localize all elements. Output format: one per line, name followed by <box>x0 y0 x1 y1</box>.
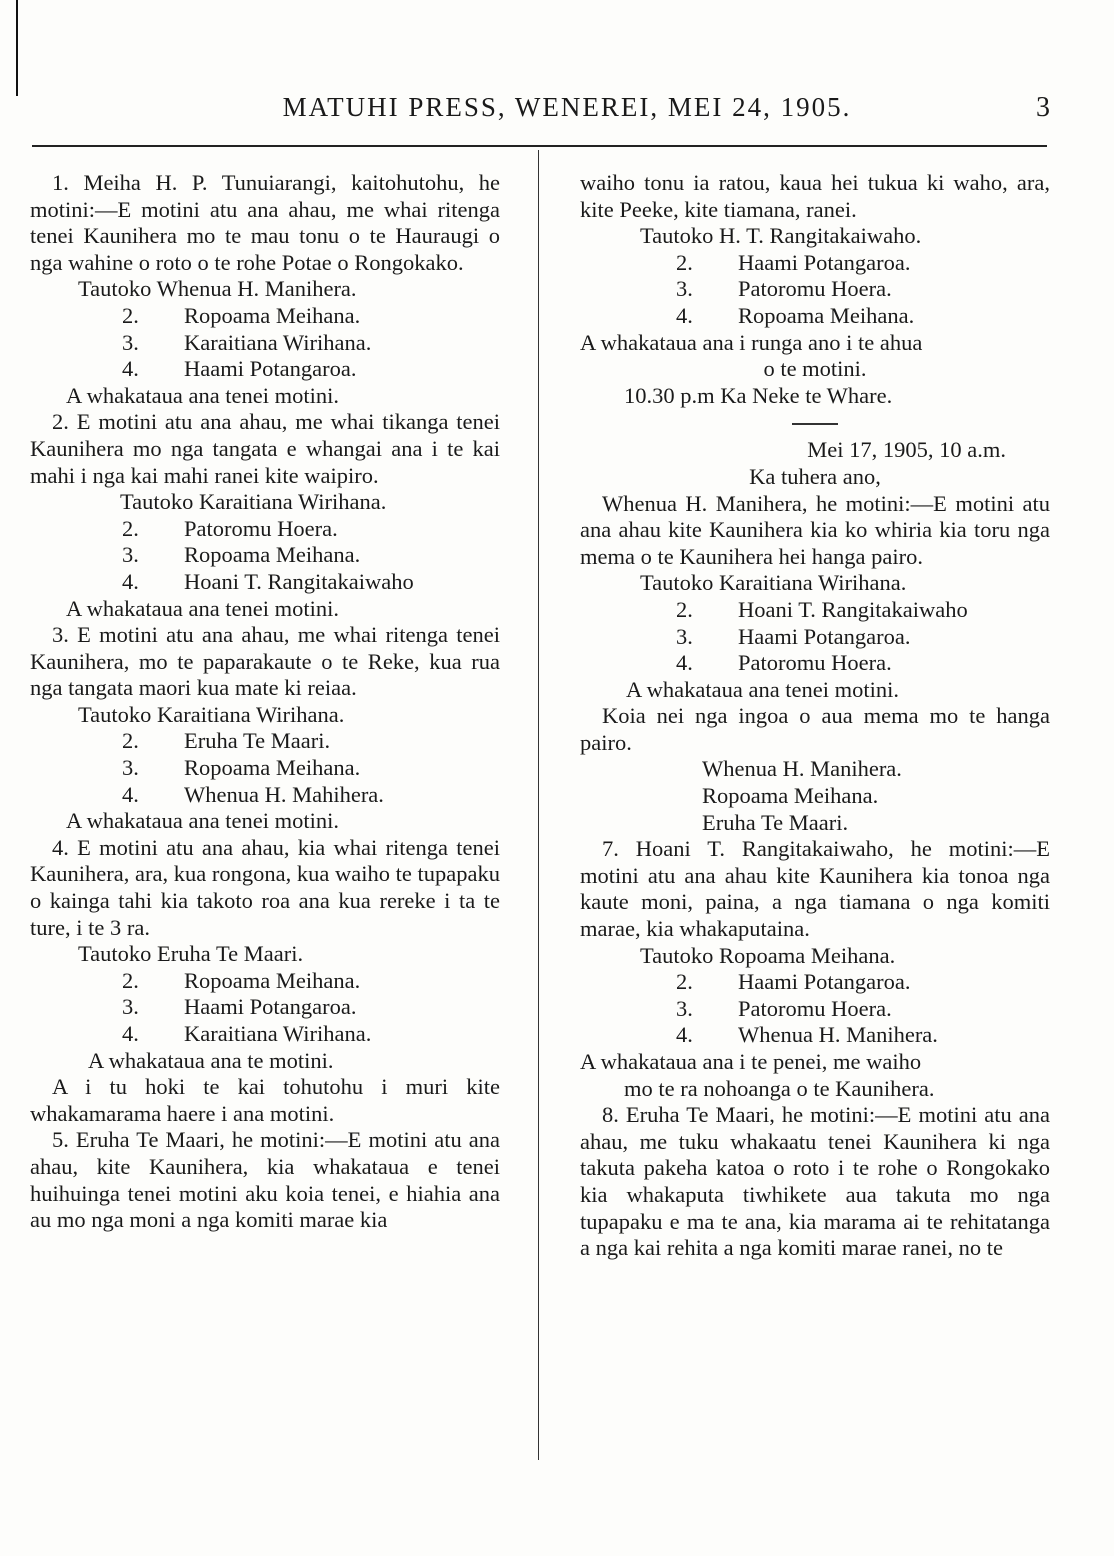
supporter-name: Ropoama Meihana. <box>184 542 361 568</box>
seconder-line: Tautoko Whenua H. Manihera. <box>78 276 357 302</box>
supporter-line <box>122 303 500 330</box>
supporter-number: 4. <box>676 650 693 676</box>
resolution-line: A whakataua ana i runga ano i te ahua <box>580 329 923 355</box>
supporter-line <box>122 755 500 782</box>
motion-paragraph: 8. Eruha Te Maari, he motini:—E motini atu ana ahau, me tuku whakaatu tenei Kaunihera ki nga takuta pakeha katoa o roto i te rohe o Rongokako kia whakaputa tiwhikete aua takuta mo nga tupapaku e ma te ana, kia marama ai te rehitatanga a nga kai rehita a nga komiti marae ranei, no te <box>580 1102 1050 1261</box>
motion-paragraph: 3. E motini atu ana ahau, me whai ritenga tenei Kaunihera, mo te paparakaute o te Reke, kua rua nga tangata maori kua mate ki reiaa. <box>30 622 500 701</box>
right-column <box>580 170 1050 1262</box>
page-header <box>0 92 1114 132</box>
resolution-line: A whakataua ana te motini. <box>88 1047 334 1073</box>
supporter-line <box>676 996 1050 1023</box>
supporter-line <box>122 542 500 569</box>
supporter-name: Whenua H. Mahihera. <box>184 781 384 807</box>
supporter-line <box>122 968 500 995</box>
supporter-name: Eruha Te Maari. <box>184 728 331 754</box>
resolution-line: A whakataua ana tenei motini. <box>66 382 340 408</box>
margin-edge-mark <box>16 0 18 96</box>
supporter-name: Karaitiana Wirihana. <box>184 1021 372 1046</box>
supporter-number: 2. <box>676 969 693 995</box>
supporter-line <box>122 782 500 809</box>
supporter-name: Haami Potangaroa. <box>738 623 911 649</box>
supporter-line <box>122 516 500 543</box>
supporter-line <box>676 1022 1050 1049</box>
resolution-line: A whakataua ana i te penei, me waiho <box>580 1049 922 1074</box>
supporter-name: Ropoama Meihana. <box>184 755 361 781</box>
supporter-name: Patoromu Hoera. <box>738 995 892 1021</box>
seconder-line: Tautoko Karaitiana Wirihana. <box>78 701 345 727</box>
page-number: 3 <box>1036 92 1050 123</box>
section-divider <box>792 423 838 425</box>
supporter-line <box>122 728 500 755</box>
supporter-number: 3. <box>122 994 139 1020</box>
supporter-number: 4. <box>122 568 139 594</box>
supporter-number: 3. <box>122 542 139 568</box>
supporter-number: 2. <box>122 302 139 328</box>
supporter-name: Patoromu Hoera. <box>184 515 338 541</box>
supporter-line <box>676 624 1050 651</box>
names-intro-paragraph: Koia nei nga ingoa o aua mema mo te hanga pairo. <box>580 703 1050 755</box>
seconder-line: Tautoko Karaitiana Wirihana. <box>120 489 387 515</box>
motion-paragraph: 4. E motini atu ana ahau, kia whai ritenga tenei Kaunihera, ara, kua rongona, kua waiho te tupapaku o kainga tahi kia takoto roa ana kua rereke i ta te ture, i te 3 ra. <box>30 834 500 940</box>
member-name: Eruha Te Maari. <box>702 809 849 835</box>
supporter-line <box>676 650 1050 677</box>
supporter-name: Ropoama Meihana. <box>184 967 361 993</box>
supporter-number: 4. <box>676 1022 693 1048</box>
supporter-number: 3. <box>676 276 693 302</box>
supporter-number: 2. <box>122 967 139 993</box>
motion-paragraph: 5. Eruha Te Maari, he motini:—E motini atu ana ahau, kite Kaunihera, kia whakataua e tenei huihuinga tenei motini aku koia tenei, e hiahia ana au mo nga moni a nga komiti marae kia <box>30 1127 500 1233</box>
newspaper-title: MATUHI PRESS, WENEREI, MEI 24, 1905. <box>282 92 852 122</box>
seconder-line: Tautoko Ropoama Meihana. <box>640 942 896 968</box>
date-line: Mei 17, 1905, 10 a.m. <box>807 437 1006 463</box>
supporter-name: Patoromu Hoera. <box>738 276 892 302</box>
supporter-line <box>122 994 500 1021</box>
left-column <box>30 170 500 1234</box>
resolution-line-continued: mo te ra nohoanga o te Kaunihera. <box>624 1075 935 1101</box>
adjournment-line: 10.30 p.m Ka Neke te Whare. <box>624 382 893 408</box>
column-divider <box>538 150 539 1460</box>
supporter-number: 4. <box>122 356 139 382</box>
supporter-line <box>122 569 500 596</box>
supporter-number: 3. <box>122 755 139 781</box>
supporter-name: Patoromu Hoera. <box>738 650 892 676</box>
supporter-number: 4. <box>122 781 139 807</box>
supporter-number: 2. <box>122 515 139 541</box>
supporter-number: 3. <box>676 995 693 1021</box>
note-paragraph: A i tu hoki te kai tohutohu i muri kite whakamarama haere i ana motini. <box>30 1074 500 1126</box>
supporter-number: 4. <box>676 302 693 328</box>
supporter-number: 2. <box>122 728 139 754</box>
supporter-name: Haami Potangaroa. <box>738 249 911 275</box>
supporter-number: 2. <box>676 249 693 275</box>
supporter-name: Hoani T. Rangitakaiwaho <box>738 596 968 622</box>
resolution-line-continued: o te motini. <box>763 356 867 382</box>
continued-paragraph: waiho tonu ia ratou, kaua hei tukua ki waho, ara, kite Peeke, kite tiamana, ranei. <box>580 170 1050 222</box>
member-name: Whenua H. Manihera. <box>702 756 902 782</box>
supporter-line <box>122 1021 500 1048</box>
supporter-number: 4. <box>122 1021 139 1046</box>
motion-paragraph: 7. Hoani T. Rangitakaiwaho, he motini:—E motini atu ana ahau kite Kaunihera kia tonoa nga kaute moni, paina, a nga tiamana o nga komiti marae, kia whakaputaina. <box>580 836 1050 942</box>
resolution-line: A whakataua ana tenei motini. <box>626 676 900 702</box>
seconder-line: Tautoko H. T. Rangitakaiwaho. <box>640 223 922 249</box>
supporter-line <box>122 356 500 383</box>
resolution-line: A whakataua ana tenei motini. <box>66 808 340 834</box>
seconder-line: Tautoko Karaitiana Wirihana. <box>640 570 907 596</box>
supporter-line <box>676 969 1050 996</box>
member-name: Ropoama Meihana. <box>702 783 879 809</box>
supporter-line <box>676 250 1050 277</box>
reopened-line: Ka tuhera ano, <box>749 463 881 489</box>
supporter-name: Whenua H. Manihera. <box>738 1022 938 1048</box>
supporter-name: Ropoama Meihana. <box>184 302 361 328</box>
motion-paragraph: 1. Meiha H. P. Tunuiarangi, kaitohutohu, he motini:—E motini atu ana ahau, me whai ritenga tenei Kaunihera mo te mau tonu o te Hauraugi o nga wahine o roto o te rohe Potae o Rongokako. <box>30 170 500 275</box>
supporter-name: Haami Potangaroa. <box>184 356 357 382</box>
supporter-name: Karaitiana Wirihana. <box>184 329 372 355</box>
supporter-number: 2. <box>676 596 693 622</box>
supporter-line <box>676 303 1050 330</box>
seconder-line: Tautoko Eruha Te Maari. <box>78 941 304 967</box>
supporter-name: Haami Potangaroa. <box>738 969 911 995</box>
motion-paragraph: 2. E motini atu ana ahau, me whai tikanga tenei Kaunihera mo nga tangata e whangai ana i te kai mahi i nga kai mahi ranei kite waipiro. <box>30 409 500 488</box>
supporter-name: Haami Potangaroa. <box>184 994 357 1020</box>
supporter-line <box>122 330 500 357</box>
supporter-line <box>676 276 1050 303</box>
supporter-number: 3. <box>122 329 139 355</box>
supporter-name: Ropoama Meihana. <box>738 302 915 328</box>
motion-paragraph: Whenua H. Manihera, he motini:—E motini atu ana ahau kite Kaunihera kia ko whiria kia toru nga mema o te Kaunihera hei hanga pairo. <box>580 490 1050 569</box>
supporter-line <box>676 597 1050 624</box>
supporter-name: Hoani T. Rangitakaiwaho <box>184 568 414 594</box>
header-rule <box>32 145 1047 147</box>
supporter-number: 3. <box>676 623 693 649</box>
resolution-line: A whakataua ana tenei motini. <box>66 595 340 621</box>
